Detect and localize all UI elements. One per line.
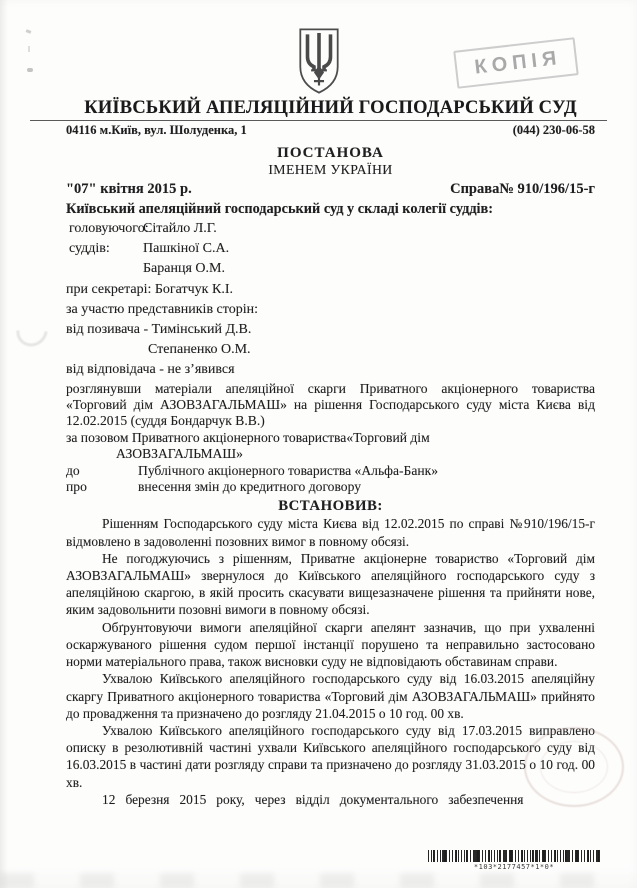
court-name-text: КИЇВСЬКИЙ АПЕЛЯЦІЙНИЙ ГОСПОДАРСЬКИЙ СУД [84,98,577,118]
judge-role-label [66,259,143,279]
scan-mark [26,29,32,34]
subject-value: внесення змін до кредитного договору [138,479,362,495]
faint-round-stamp [524,727,624,807]
ukraine-coat-of-arms [296,26,342,96]
secretary-line: при секретарі: Богатчук К.І. [66,281,233,297]
defendant-representative: від відповідача - не з’явився [66,362,235,378]
barcode-bars [428,850,600,862]
claim-line-2: АЗОВЗАГАЛЬМАШ» [116,446,243,462]
judge-role-label: суддів: [69,241,110,257]
court-name [66,96,595,120]
body-paragraph: Не погоджуючись з рішенням, Приватне акціонерне товариство «Торговий дім АЗОВЗАГАЛЬМАШ» звернулося до Київського апеляційного господарського суду з апеляційною скаргою, в якій просить скасувати вищезазначене рішення та прийняти нове, яким задовольнити позовні вимоги в повному обсязі. [66,550,595,618]
court-phone: (044) 230-06-58 [512,123,595,137]
court-address: 04116 м.Київ, вул. Шолуденка, 1 [66,123,247,137]
body-paragraph: Ухвалою Київського апеляційного господарського суду від 17.03.2015 виправлено описку в резолютивній частині ухвали Київського апеляційного господарського суду від 16.03.2015 в частині дати розгляду справи та призначено до розгляду 31.03.2015 о 10 год. 00 хв. [66,722,595,790]
scan-mark [28,46,30,52]
judge-role-label: головуючого: [69,221,149,236]
document-title: ПОСТАНОВА [277,145,384,161]
judge-name: Баранця О.М. [143,261,225,277]
judge-name: Сітайло Л.Г. [143,221,217,236]
copy-stamp: КОПІЯ [453,37,579,89]
body-paragraph: Ухвалою Київського апеляційного господарського суду від 16.03.2015 апеляційну скаргу Приватного акціонерного товариства «Торговий дім АЗОВЗАГАЛЬМАШ» прийнято до провадження та призначено до розгляду 21.04.2015 о 10 год. 00 хв. [66,671,595,721]
scan-bottom-artifact [0,873,637,888]
body-paragraph-continued: 12 березня 2015 року, через відділ документального забезпечення [102,791,524,807]
established-heading: ВСТАНОВИВ: [278,498,383,515]
plaintiff-representative: від позивача - Тимінський Д.В. [66,322,252,338]
registration-barcode [428,850,600,871]
document-motto: ІМЕНЕМ УКРАЇНИ [268,162,393,177]
plaintiff-representative-2: Степаненко О.М. [148,342,251,358]
judge-row [66,259,595,279]
claim-line: за позовом Приватного акціонерного товариства«Торговий дім [66,429,430,445]
scan-mark [27,68,33,72]
court-contact-row [66,122,595,138]
subject-label: про [66,479,87,495]
faint-round-stamp-inner [540,741,608,793]
date-case-row [66,180,595,198]
barcode-text: *103*2177457*1*0* [473,863,555,871]
participants-heading: за участю представників сторін: [66,301,258,317]
defendant-row [66,463,595,479]
panel-heading: Київський апеляційний господарський суд у складі колегії суддів: [66,201,493,217]
reviewed-paragraph: розглянувши матеріали апеляційної скарги Приватного акціонерного товариства «Торговий дім АЗОВЗАГАЛЬМАШ» на рішення Господарського суду міста Києва від 12.02.2015 (суддя Бондарчук В.В.) [66,380,595,429]
judge-name: Пашкіної С.А. [143,241,230,257]
defendant-label: до [66,462,80,478]
subject-row [66,479,595,495]
case-number: Справа№ 910/196/15-г [450,181,595,197]
scan-mark-ring [10,309,54,353]
judge-row [66,219,595,239]
document-date: "07" квітня 2015 р. [66,181,192,197]
header-rule [30,120,607,122]
trident-icon [296,26,342,96]
defendant-value: Публічного акціонерного товариства «Альфа-Банк» [138,462,439,478]
body-paragraph: Обґрунтовуючи вимоги апеляційної скарги апелянт зазначив, що при ухваленні оскаржуваного рішення судом першої інстанції порушено та неправильно застосовано норми матеріального права, також висновки суду не відповідають обставинам справи. [66,619,595,670]
judge-row [66,239,595,259]
body-paragraph: Рішенням Господарського суду міста Києва від 12.02.2015 по справі №910/196/15-г відмовлено в задоволенні позовних вимог в повному обсязі. [66,516,595,549]
scan-edge-artifact [0,0,8,888]
